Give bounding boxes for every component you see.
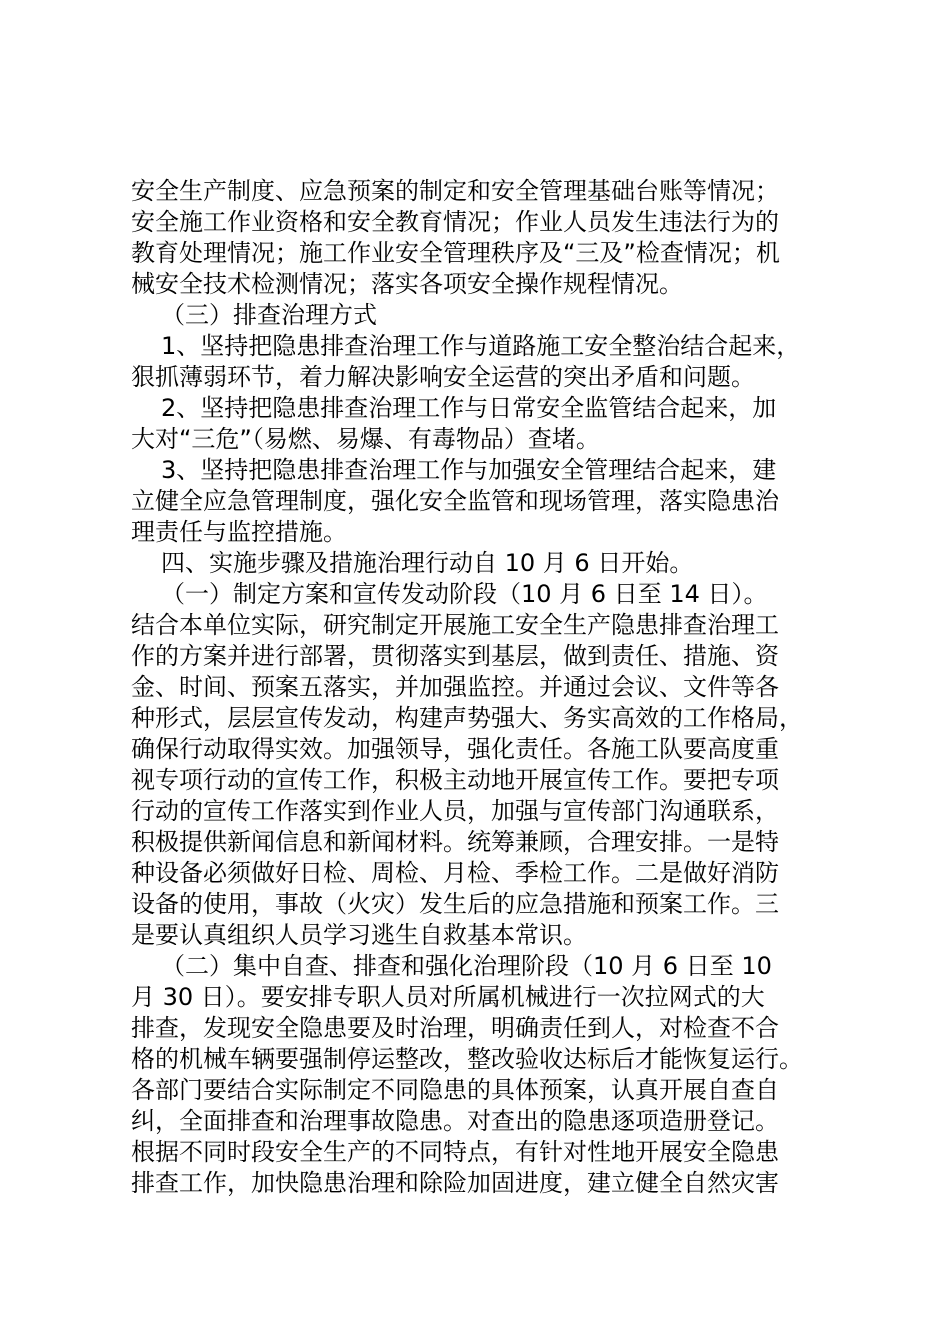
text-line: 理责任与监控措施。 (131, 518, 347, 546)
text-line: 视专项行动的宣传工作，积极主动地开展宣传工作。要把专项 (131, 766, 779, 794)
text-line: 1、坚持把隐患排查治理工作与道路施工安全整治结合起来， (161, 332, 801, 360)
text-line: 排查，发现安全隐患要及时治理，明确责任到人，对检查不合 (131, 1014, 779, 1042)
text-line: 立健全应急管理制度，强化安全监管和现场管理，落实隐患治 (131, 487, 779, 515)
section-heading-4: 四、实施步骤及措施治理行动自 10 月 6 日开始。 (161, 549, 694, 577)
text-line: 行动的宣传工作落实到作业人员，加强与宣传部门沟通联系， (131, 797, 779, 825)
text-line: 种设备必须做好日检、周检、月检、季检工作。二是做好消防 (131, 859, 779, 887)
text-line: 大对“三危”（易燃、易爆、有毒物品）查堵。 (131, 425, 600, 453)
text-line: 3、坚持把隐患排查治理工作与加强安全管理结合起来，建 (161, 456, 777, 484)
text-line: 积极提供新闻信息和新闻材料。统筹兼顾，合理安排。一是特 (131, 828, 779, 856)
text-line: 安全施工作业资格和安全教育情况；作业人员发生违法行为的 (131, 208, 779, 236)
text-line: 2、坚持把隐患排查治理工作与日常安全监管结合起来，加 (161, 394, 777, 422)
text-line: 根据不同时段安全生产的不同特点，有针对性地开展安全隐患 (131, 1138, 779, 1166)
subsection-heading-2: （二）集中自查、排查和强化治理阶段（10 月 6 日至 10 (161, 952, 772, 980)
text-line: 种形式，层层宣传发动，构建声势强大、务实高效的工作格局， (131, 704, 803, 732)
text-line: 确保行动取得实效。加强领导，强化责任。各施工队要高度重 (131, 735, 779, 763)
text-line: 格的机械车辆要强制停运整改，整改验收达标后才能恢复运行。 (131, 1045, 803, 1073)
subsection-heading-1: （一）制定方案和宣传发动阶段（10 月 6 日至 14 日）。 (161, 580, 768, 608)
text-line: 作的方案并进行部署，贯彻落实到基层，做到责任、措施、资 (131, 642, 779, 670)
text-line: 教育处理情况；施工作业安全管理秩序及“三及”检查情况；机 (131, 239, 780, 267)
document-body (131, 176, 831, 1199)
text-line: 金、时间、预案五落实，并加强监控。并通过会议、文件等各 (131, 673, 779, 701)
text-line: 狠抓薄弱环节，着力解决影响安全运营的突出矛盾和问题。 (131, 363, 755, 391)
text-line: 排查工作，加快隐患治理和除险加固进度，建立健全自然灾害 (131, 1169, 779, 1197)
text-line: 月 30 日）。要安排专职人员对所属机械进行一次拉网式的大 (131, 983, 765, 1011)
text-line: 械安全技术检测情况；落实各项安全操作规程情况。 (131, 270, 683, 298)
text-line: 设备的使用，事故（火灾）发生后的应急措施和预案工作。三 (131, 890, 779, 918)
text-line: 是要认真组织人员学习逃生自救基本常识。 (131, 921, 587, 949)
text-line: 结合本单位实际，研究制定开展施工安全生产隐患排查治理工 (131, 611, 779, 639)
text-line: 纠，全面排查和治理事故隐患。对查出的隐患逐项造册登记。 (131, 1107, 779, 1135)
section-heading-3: （三）排查治理方式 (161, 301, 377, 329)
text-line: 各部门要结合实际制定不同隐患的具体预案，认真开展自查自 (131, 1076, 779, 1104)
text-line: 安全生产制度、应急预案的制定和安全管理基础台账等情况； (131, 177, 779, 205)
